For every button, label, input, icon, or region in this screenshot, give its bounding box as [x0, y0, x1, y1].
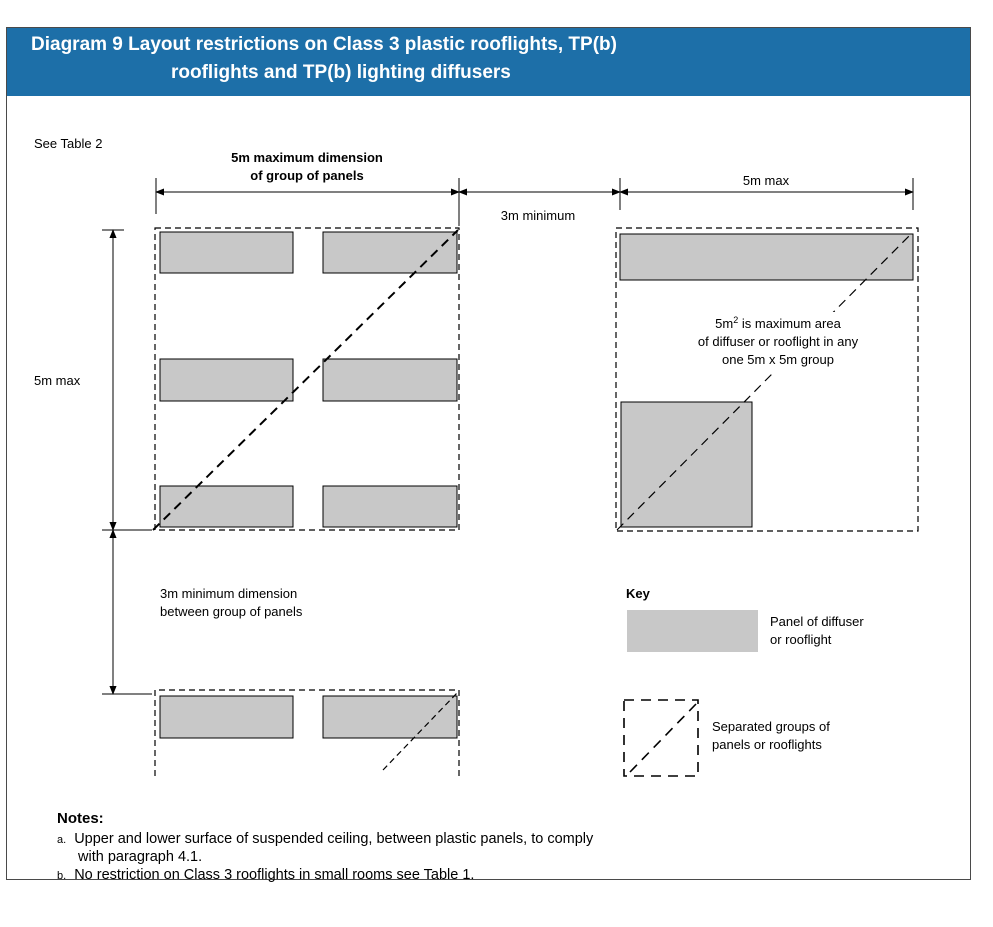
panel — [160, 696, 293, 738]
right-width-label: 5m max — [742, 173, 790, 188]
note-b-text: No restriction on Class 3 rooflights in small rooms see Table 1. — [74, 867, 475, 883]
area-note-superscript: 2 — [733, 315, 739, 325]
diagram-title-line-2: rooflights and TP(b) lighting diffusers — [171, 62, 511, 83]
group-width-label-line-2: of group of panels — [250, 168, 364, 183]
key-title: Key — [626, 586, 650, 601]
vertical-gap-label-line-2: between group of panels — [160, 604, 303, 619]
panel — [323, 486, 457, 527]
area-note-prefix: 5m — [715, 316, 734, 331]
key-panel-label-line-2: or rooflight — [770, 632, 832, 647]
key-group-label-line-1: Separated groups of — [712, 719, 830, 734]
note-a-marker: a. — [57, 834, 67, 846]
group-width-label-line-1: 5m maximum dimension — [231, 150, 383, 165]
notes-title: Notes: — [57, 810, 104, 827]
area-note-line-2: of diffuser or rooflight in any — [697, 334, 859, 349]
area-note-line-3: one 5m x 5m group — [721, 352, 835, 367]
left-height-label: 5m max — [34, 373, 81, 388]
diagram-title-line-1: Diagram 9 Layout restrictions on Class 3 plastic rooflights, TP(b) — [31, 34, 617, 55]
note-a-text-line-1: Upper and lower surface of suspended ceiling, between plastic panels, to comply — [74, 831, 594, 847]
panel — [160, 486, 293, 527]
panel — [160, 232, 293, 273]
note-a-text-line-2: with paragraph 4.1. — [78, 849, 203, 865]
panel — [160, 359, 293, 401]
note-a — [57, 831, 593, 847]
panel — [323, 232, 457, 273]
panel — [621, 402, 752, 527]
vertical-gap-label-line-1: 3m minimum dimension — [160, 586, 298, 601]
panel — [620, 234, 913, 280]
key-panel-label-line-1: Panel of diffuser — [770, 614, 864, 629]
note-b — [57, 867, 474, 883]
panel — [323, 359, 457, 401]
note-b-marker: b. — [57, 870, 67, 882]
area-note-suffix: is maximum area — [738, 316, 841, 331]
panel — [323, 696, 457, 738]
see-table-label: See Table 2 — [34, 136, 103, 151]
key-group-label-line-2: panels or rooflights — [712, 737, 822, 752]
gap-horizontal-label: 3m minimum — [500, 208, 576, 223]
key-group-diagonal — [630, 704, 696, 772]
key-group-swatch — [624, 700, 698, 776]
key-panel-swatch — [627, 610, 758, 652]
